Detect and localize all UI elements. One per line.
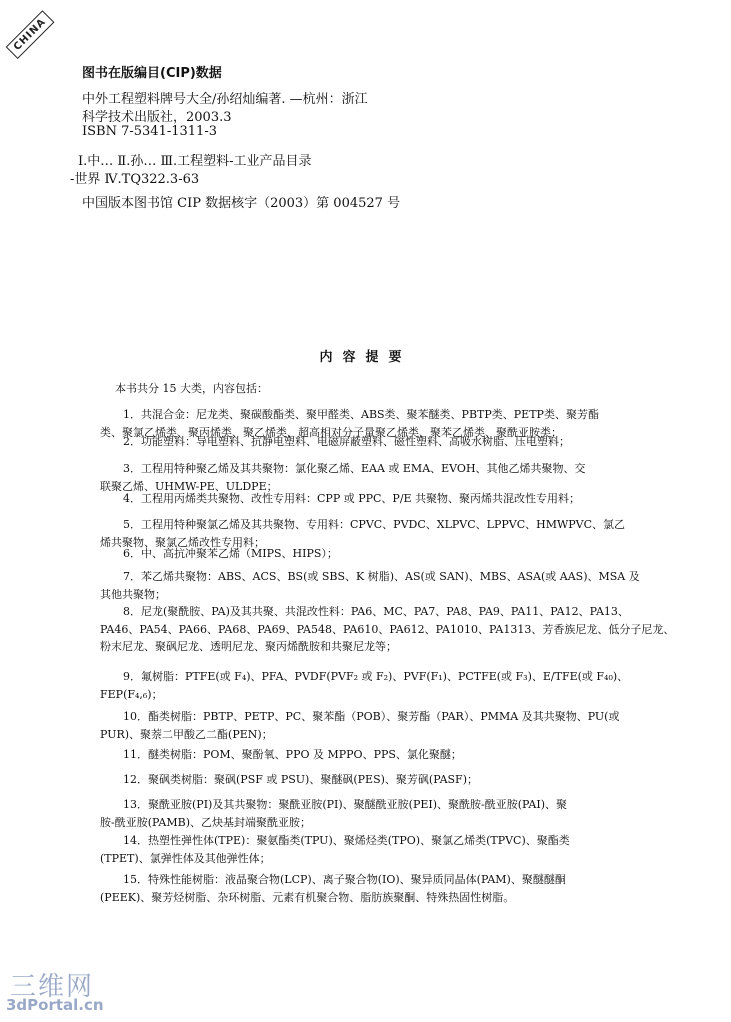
cip-title: 图书在版编目(CIP)数据 [82, 66, 222, 81]
cip-line: -世界 Ⅳ.TQ322.3-63 [70, 172, 200, 187]
summary-item-line: 其他共聚物； [100, 587, 166, 601]
summary-item-line: PA46、PA54、PA66、PA68、PA69、PA548、PA610、PA612、PA1010、PA1313、芳香族尼龙、低分子尼龙、 [100, 622, 675, 636]
watermark-logo [4, 966, 104, 1018]
summary-item-line: 胺-酰亚胺(PAMB)、乙炔基封端聚酰亚胺； [100, 815, 311, 829]
summary-item-line: 12．聚砜类树脂：聚砜(PSF 或 PSU)、聚醚砜(PES)、聚芳砜(PASF)； [123, 773, 478, 786]
cip-line: Ⅰ.中… Ⅱ.孙… Ⅲ.工程塑料-工业产品目录 [78, 154, 312, 169]
cip-line: 科学技术出版社，2003.3 [82, 110, 232, 125]
summary-item-line: 1．共混合金：尼龙类、聚碳酸酯类、聚甲醛类、ABS类、聚苯醚类、PBTP类、PETP类、聚芳酯 [123, 408, 599, 421]
summary-item-line: 13．聚酰亚胺(PI)及其共聚物：聚酰亚胺(PI)、聚醚酰亚胺(PEI)、聚酰胺-酰亚胺(PAI)、聚 [123, 798, 567, 811]
summary-item-line: 类、聚氯乙烯类、聚丙烯类、聚乙烯类、超高相对分子量聚乙烯类、聚苯乙烯类、聚酰亚胺类； [100, 425, 562, 439]
cip-line: 中外工程塑料牌号大全/孙绍灿编著. —杭州：浙江 [82, 92, 368, 107]
summary-item-line: (TPET)、氯弹性体及其他弹性体； [100, 851, 271, 865]
summary-item-line: FEP(F₄,₆)； [100, 687, 163, 701]
summary-item-line: 14．热塑性弹性体(TPE)：聚氨酯类(TPU)、聚烯烃类(TPO)、聚氯乙烯类(TPVC)、聚酯类 [123, 834, 570, 847]
summary-item-line: 15．特殊性能树脂：液晶聚合物(LCP)、离子聚合物(IO)、聚异质同晶体(PAM)、聚醚醚酮 [123, 873, 566, 886]
summary-item-line: (PEEK)、聚芳烃树脂、杂环树脂、元素有机聚合物、脂肪族聚酮、特殊热固性树脂。 [100, 890, 515, 904]
stamp-text: CHINA [6, 10, 55, 59]
summary-item-line: 6．中、高抗冲聚苯乙烯（MIPS、HIPS）； [123, 547, 338, 560]
china-stamp [0, 2, 62, 67]
cip-line: 中国版本图书馆 CIP 数据核字（2003）第 004527 号 [82, 196, 401, 211]
summary-item-line: 4．工程用丙烯类共聚物、改性专用料：CPP 或 PPC、P/E 共聚物、聚丙烯共混改性专用料； [123, 492, 581, 505]
summary-item-line: 10．酯类树脂：PBTP、PETP、PC、聚苯酯（POB）、聚芳酯（PAR）、PMMA 及其共聚物、PU(或 [123, 710, 620, 723]
summary-item-line: 2．功能塑料：导电塑料、抗静电塑料、电磁屏蔽塑料、磁性塑料、高吸水树脂、压电塑料； [123, 435, 570, 448]
summary-item-line: 烯共聚物、聚氯乙烯改性专用料； [100, 535, 265, 549]
summary-item-line: 粉末尼龙、聚砜尼龙、透明尼龙、聚丙烯酰胺和共聚尼龙等； [100, 640, 397, 653]
summary-heading: 内容提要 [319, 350, 412, 365]
summary-item-line: 5．工程用特种聚氯乙烯及其共聚物、专用料：CPVC、PVDC、XLPVC、LPPVC、HMWPVC、氯乙 [123, 518, 626, 531]
summary-item-line: 11．醚类树脂：POM、聚酚氧、PPO 及 MPPO、PPS、氯化聚醚； [123, 748, 462, 761]
summary-item-line: PUR)、聚萘二甲酸乙二酯(PEN)； [100, 727, 273, 741]
summary-item-line: 7．苯乙烯共聚物：ABS、ACS、BS(或 SBS、K 树脂)、AS(或 SAN)、MBS、ASA(或 AAS)、MSA 及 [123, 570, 640, 583]
summary-intro: 本书共分 15 大类，内容包括： [115, 382, 268, 395]
summary-item-line: 联聚乙烯、UHMW-PE、ULDPE； [100, 479, 278, 493]
summary-item-line: 3．工程用特种聚乙烯及其共聚物：氯化聚乙烯、EAA 或 EMA、EVOH、其他乙烯共聚物、交 [123, 462, 586, 475]
summary-item-line: 9．氟树脂：PTFE(或 F₄)、PFA、PVDF(PVF₂ 或 F₂)、PVF(F₁)、PCTFE(或 F₃)、E/TFE(或 F₄₀)、 [123, 670, 629, 683]
summary-item-line: 8．尼龙(聚酰胺、PA)及其共聚、共混改性料：PA6、MC、PA7、PA8、PA9、PA11、PA12、PA13、 [123, 605, 629, 618]
watermark-cn: 三维网 [10, 972, 95, 1002]
watermark-en: 3dPortal.cn [6, 996, 104, 1014]
cip-line: ISBN 7-5341-1311-3 [82, 124, 217, 139]
